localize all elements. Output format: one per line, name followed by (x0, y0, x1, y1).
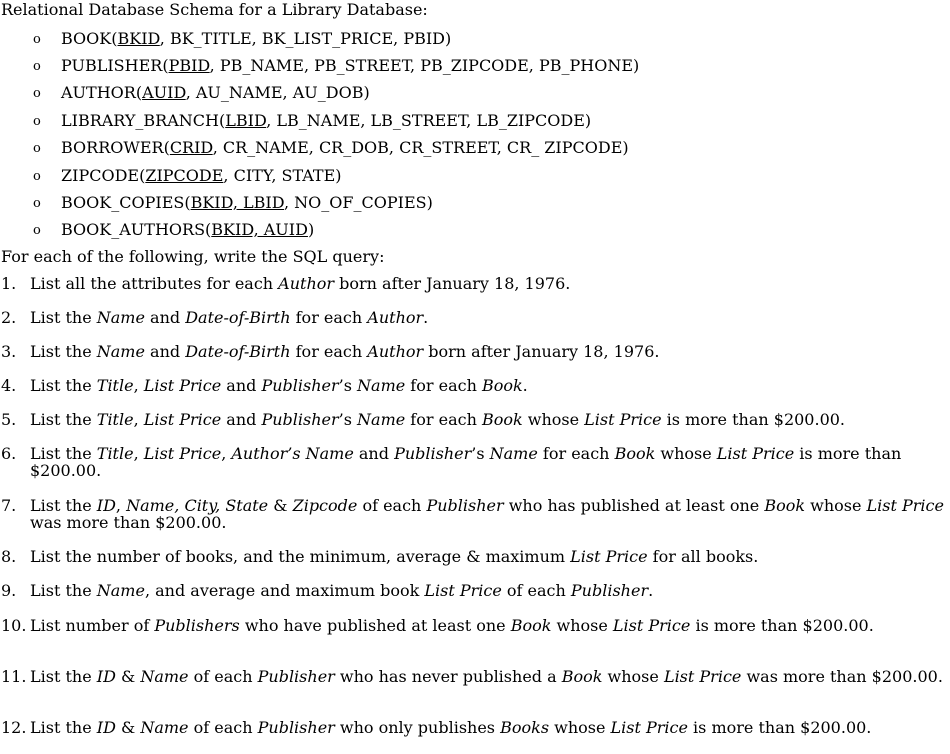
question-number: 11. (1, 667, 27, 686)
relation-name: BOOK_AUTHORS (61, 220, 206, 239)
question-text-run: List the (30, 667, 97, 686)
italic-term: Name (140, 718, 189, 737)
italic-term: Name (96, 581, 145, 600)
question-number: 2. (1, 308, 17, 327)
relation-name: ZIPCODE (61, 166, 140, 185)
relation-attributes: , CR_NAME, CR_DOB, CR_STREET, CR_ ZIPCODE (212, 138, 623, 157)
question-text-run: ’s (471, 444, 490, 463)
italic-term: List Price (610, 718, 688, 737)
italic-term: Zipcode (292, 496, 358, 515)
relation-attributes: , LB_NAME, LB_STREET, LB_ZIPCODE (266, 111, 585, 130)
italic-term: Book (561, 667, 603, 686)
question-text-run: List the (30, 410, 97, 429)
question-text-run: ’s (338, 376, 358, 395)
question-text (30, 343, 945, 360)
question-text-run: , (133, 376, 144, 395)
italic-term: Name, City, State (126, 496, 269, 515)
bullet-icon: o (33, 59, 41, 74)
relation-name: BORROWER (61, 138, 164, 157)
bullet-icon: o (33, 196, 41, 211)
italic-term: List Price (612, 616, 691, 635)
primary-key: PBID (168, 56, 210, 75)
italic-term: ID (96, 667, 116, 686)
italic-term: List Price (716, 444, 795, 463)
question-text-run: and (144, 342, 186, 361)
question-text-run: of each (501, 581, 571, 600)
question-text (30, 411, 945, 428)
relation-name: BOOK_COPIES (61, 193, 185, 212)
question-text (30, 668, 945, 685)
question-text-run: List the number of books, and the minimum, average & maximum (30, 547, 571, 566)
question-number: 7. (1, 496, 17, 515)
primary-key: AUID (142, 83, 186, 102)
italic-term: Name (96, 308, 145, 327)
question-text-run: for each (290, 342, 368, 361)
question-text-run: born after January 18, 1976. (423, 342, 660, 361)
italic-term: Publisher (257, 718, 335, 737)
question-number: 1. (1, 274, 17, 293)
bullet-icon: o (33, 114, 41, 129)
primary-key: BKID (117, 29, 160, 48)
question-text-run: List the (30, 496, 97, 515)
document-page: Relational Database Schema for a Library Database: o BOOK(BKID, BK_TITLE, BK_LIST_PRICE, PBID) o PUBLISHER(PBID, PB_NAME, PB_STREET, PB_ZIPCODE, PB_PHONE) o AUTHOR(AUID, AU_NAME, AU_DOB) o LIBRARY_BRANCH(LBID, LB_NAME, LB_STREET, LB_ZIPCODE) o BORROWER(CRID, CR_NAME, CR_DOB, CR_STREET, CR_ ZIPCODE) o ZIPCODE(ZIPCODE, CITY, STATE) o BOOK_COPIES(BKID, LBID, NO_OF_COPIES) o BOOK_AUTHORS(BKID, AUID) For each of the following, write the SQL query: 1. List all the attributes for each Author born after January 18, 1976. 2. List the Name and Date-of-Birth for each Author. 3. List the Name and Date-of-Birth for each Author born after January 18, 1976. 4. List the Title, List Price and Publisher’s Name for each Book. 5. List the Title, List Price and Publisher’s Name for each Book whose List Price is more than $200.00. 6. List the Title, List Price, Author’s Name and Publisher’s Name for each Book whose List Price is more than $200.00. 7. List the ID, Name, City, State & Zipcode of each Publisher who has published at least one Book whose List Price was more than $200.00. 8. List the number of books, and the minimum, average & maximum List Price for all books. 9. List the Name, and average and maximum book List Price of each Publisher. 10. List number of Publishers who have published at least one Book whose List Price is more than $200.00. 11. List the ID & Name of each Publisher who has never published a Book whose List Price was more than $200.00. 12. List the ID & Name of each Publisher who only publishes Books whose List Price is more than $200.00. (1, 0, 944, 737)
question-text-run: for each (405, 376, 482, 395)
question-text-run: whose (805, 496, 867, 515)
question-text (30, 582, 945, 599)
primary-key: BKID, AUID (211, 220, 308, 239)
question-text-run: List the (30, 376, 97, 395)
question-text-run: for each (537, 444, 615, 463)
primary-key: CRID (169, 138, 213, 157)
italic-term: List Price (866, 496, 944, 515)
relation-attributes: , AU_NAME, AU_DOB (185, 83, 364, 102)
question-text (30, 309, 945, 326)
question-text-run: and (353, 444, 395, 463)
bullet-icon: o (33, 169, 41, 184)
question-text-run: of each (357, 496, 427, 515)
italic-term: Book (614, 444, 656, 463)
primary-key: LBID (225, 111, 267, 130)
italic-term: Publisher (261, 376, 339, 395)
question-text-run: whose (602, 667, 664, 686)
question-number: 5. (1, 410, 17, 429)
relation-attributes: , CITY, STATE (223, 166, 336, 185)
question-text-run: who only publishes (334, 718, 501, 737)
primary-key: ZIPCODE (145, 166, 224, 185)
italic-term: Books (500, 718, 550, 737)
question-text-run: List all the attributes for each (30, 274, 279, 293)
italic-term: Book (481, 376, 523, 395)
question-text-run: & (115, 718, 141, 737)
italic-term: ID (96, 496, 116, 515)
italic-term: Title (96, 444, 134, 463)
question-text-run: & (268, 496, 293, 515)
italic-term: Name (140, 667, 189, 686)
question-text-run: whose (549, 718, 611, 737)
question-text-run: , (133, 410, 144, 429)
question-text-run: whose (551, 616, 613, 635)
relation-attributes: , NO_OF_COPIES (284, 193, 427, 212)
question-text-run: for each (290, 308, 368, 327)
question-text-run: . (648, 581, 654, 600)
question-text-run: List the (30, 718, 97, 737)
italic-term: Date-of-Birth (185, 308, 291, 327)
question-text-run: of each (188, 667, 258, 686)
italic-term: Publisher (570, 581, 649, 600)
question-text-run: , and average and maximum book (144, 581, 425, 600)
question-text-run: was more than $200.00. (30, 513, 227, 532)
italic-term: List Price (424, 581, 502, 600)
italic-term: List Price (143, 410, 222, 429)
question-text-run: is more than $200.00. (687, 718, 872, 737)
italic-term: List Price (584, 410, 662, 429)
question-text-run: of each (188, 718, 258, 737)
question-text (30, 497, 945, 531)
question-text-run: , (115, 496, 127, 515)
question-text-run: is more than $200.00. (30, 444, 902, 480)
italic-term: Title (96, 376, 134, 395)
italic-term: ID (96, 718, 116, 737)
question-text-run: and (221, 376, 262, 395)
italic-term: Name (489, 444, 538, 463)
relation-attributes: , PB_NAME, PB_STREET, PB_ZIPCODE, PB_PHONE (209, 56, 634, 75)
question-text (30, 548, 945, 565)
question-text-run: List number of (30, 616, 155, 635)
question-text-run: whose (522, 410, 585, 429)
question-text-run: . (423, 308, 429, 327)
question-text-run: for each (405, 410, 482, 429)
italic-term: Book (481, 410, 523, 429)
question-number: 6. (1, 444, 17, 463)
question-number: 8. (1, 547, 17, 566)
relation-attributes: , BK_TITLE, BK_LIST_PRICE, PBID (159, 29, 446, 48)
question-text-run: , (133, 444, 144, 463)
italic-term: Author’s Name (231, 444, 354, 463)
italic-term: Name (96, 342, 145, 361)
question-number: 9. (1, 581, 17, 600)
question-text-run: List the (30, 342, 97, 361)
italic-term: List Price (663, 667, 742, 686)
primary-key: BKID, LBID (190, 193, 284, 212)
page-heading: Relational Database Schema for a Library Database: (1, 0, 428, 19)
italic-term: Date-of-Birth (185, 342, 291, 361)
question-text-run: born after January 18, 1976. (334, 274, 571, 293)
question-text-run: and (221, 410, 262, 429)
italic-term: Publisher (426, 496, 504, 515)
question-number: 12. (1, 718, 27, 737)
question-text (30, 719, 945, 736)
italic-term: Publishers (154, 616, 240, 635)
question-number: 4. (1, 376, 17, 395)
question-text (30, 275, 945, 292)
italic-term: Publisher (257, 667, 335, 686)
question-text-run: & (115, 667, 141, 686)
question-text-run: and (144, 308, 186, 327)
question-text-run: is more than $200.00. (690, 616, 874, 635)
question-text-run: was more than $200.00. (741, 667, 943, 686)
italic-term: List Price (143, 444, 222, 463)
italic-term: Publisher (394, 444, 472, 463)
italic-term: Name (357, 376, 406, 395)
italic-term: Author (278, 274, 335, 293)
italic-term: List Price (143, 376, 222, 395)
italic-term: Author (367, 308, 424, 327)
question-text-run: , (221, 444, 232, 463)
question-text-run: . (522, 376, 528, 395)
relation-name: LIBRARY_BRANCH (61, 111, 219, 130)
italic-term: Book (510, 616, 552, 635)
bullet-icon: o (33, 223, 41, 238)
bullet-icon: o (33, 141, 41, 156)
italic-term: Title (96, 410, 134, 429)
question-text-run: List the (30, 581, 97, 600)
question-text-run: List the (30, 444, 97, 463)
question-number: 10. (1, 616, 27, 635)
question-text-run: who have published at least one (239, 616, 511, 635)
instructions: For each of the following, write the SQL query: (1, 247, 385, 266)
italic-term: Name (357, 410, 406, 429)
question-text (30, 445, 945, 479)
question-text (30, 617, 945, 634)
italic-term: List Price (570, 547, 648, 566)
bullet-icon: o (33, 32, 41, 47)
question-text (30, 377, 945, 394)
relation-name: PUBLISHER (61, 56, 163, 75)
question-text-run: ’s (338, 410, 358, 429)
question-text-run: for all books. (647, 547, 759, 566)
relation-name: AUTHOR (61, 83, 136, 102)
question-text-run: whose (655, 444, 717, 463)
relation-name: BOOK (61, 29, 112, 48)
italic-term: Author (367, 342, 424, 361)
italic-term: Publisher (261, 410, 339, 429)
italic-term: Book (764, 496, 806, 515)
bullet-icon: o (33, 86, 41, 101)
question-text-run: is more than $200.00. (661, 410, 846, 429)
question-number: 3. (1, 342, 17, 361)
question-text-run: who has published at least one (503, 496, 765, 515)
question-text-run: who has never published a (334, 667, 562, 686)
question-text-run: List the (30, 308, 97, 327)
